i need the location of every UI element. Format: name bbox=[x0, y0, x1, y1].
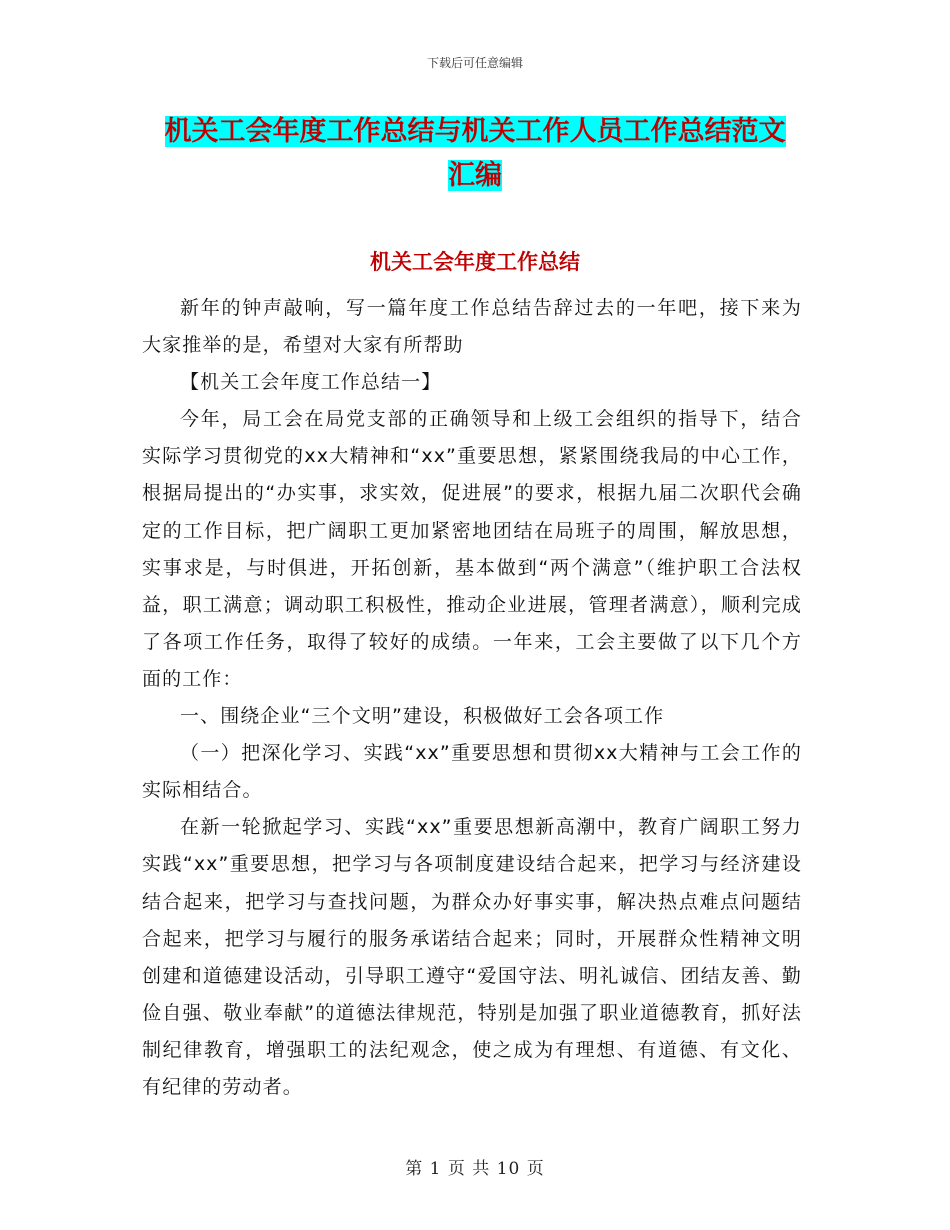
paragraph-heading-1-1: （一）把深化学习、实践“xx”重要思想和贯彻xx大精神与工会工作的实际相结合。 bbox=[142, 742, 802, 802]
header-note: 下载后可任意编辑 bbox=[426, 56, 523, 70]
document-title bbox=[120, 110, 830, 198]
document-title-line2: 汇编 bbox=[448, 160, 502, 191]
body-text bbox=[142, 290, 802, 1106]
paragraph-summary: 今年，局工会在局党支部的正确领导和上级工会组织的指导下，结合实际学习贯彻党的xx大精神和“xx”重要思想，紧紧围绕我局的中心工作，根据局提出的“办实事，求实效，促进展”的要求，根据九届二次职代会确定的工作目标，把广阔职工更加紧密地团结在局班子的周围，解放思想，实事求是，与时俱进，开拓创新，基本做到“两个满意”（维护职工合法权益，职工满意；调动职工积极性，推动企业进展，管理者满意），顺利完成了各项工作任务，取得了较好的成绩。一年来，工会主要做了以下几个方面的工作： bbox=[142, 408, 802, 690]
document-title-line1: 机关工会年度工作总结与机关工作人员工作总结范文 bbox=[164, 116, 786, 147]
paragraph-subheading: 【机关工会年度工作总结一】 bbox=[180, 371, 442, 394]
paragraph-study: 在新一轮掀起学习、实践“xx”重要思想新高潮中，教育广阔职工努力实践“xx”重要思想，把学习与各项制度建设结合起来，把学习与经济建设结合起来，把学习与查找问题，为群众办好事实事，解决热点难点问题结合起来，把学习与履行的服务承诺结合起来；同时，开展群众性精神文明创建和道德建设活动，引导职工遵守“爱国守法、明礼诚信、团结友善、勤俭自强、敬业奉献”的道德法律规范，特别是加强了职业道德教育，抓好法制纪律教育，增强职工的法纪观念，使之成为有理想、有道德、有文化、有纪律的劳动者。 bbox=[142, 816, 802, 1098]
paragraph-intro: 新年的钟声敲响，写一篇年度工作总结告辞过去的一年吧，接下来为大家推举的是，希望对大家有所帮助 bbox=[142, 297, 802, 357]
section-title: 机关工会年度工作总结 bbox=[370, 250, 580, 274]
paragraph-heading-1: 一、围绕企业“三个文明”建设，积极做好工会各项工作 bbox=[180, 705, 665, 728]
page-footer: 第 1 页 共 10 页 bbox=[405, 1159, 545, 1179]
